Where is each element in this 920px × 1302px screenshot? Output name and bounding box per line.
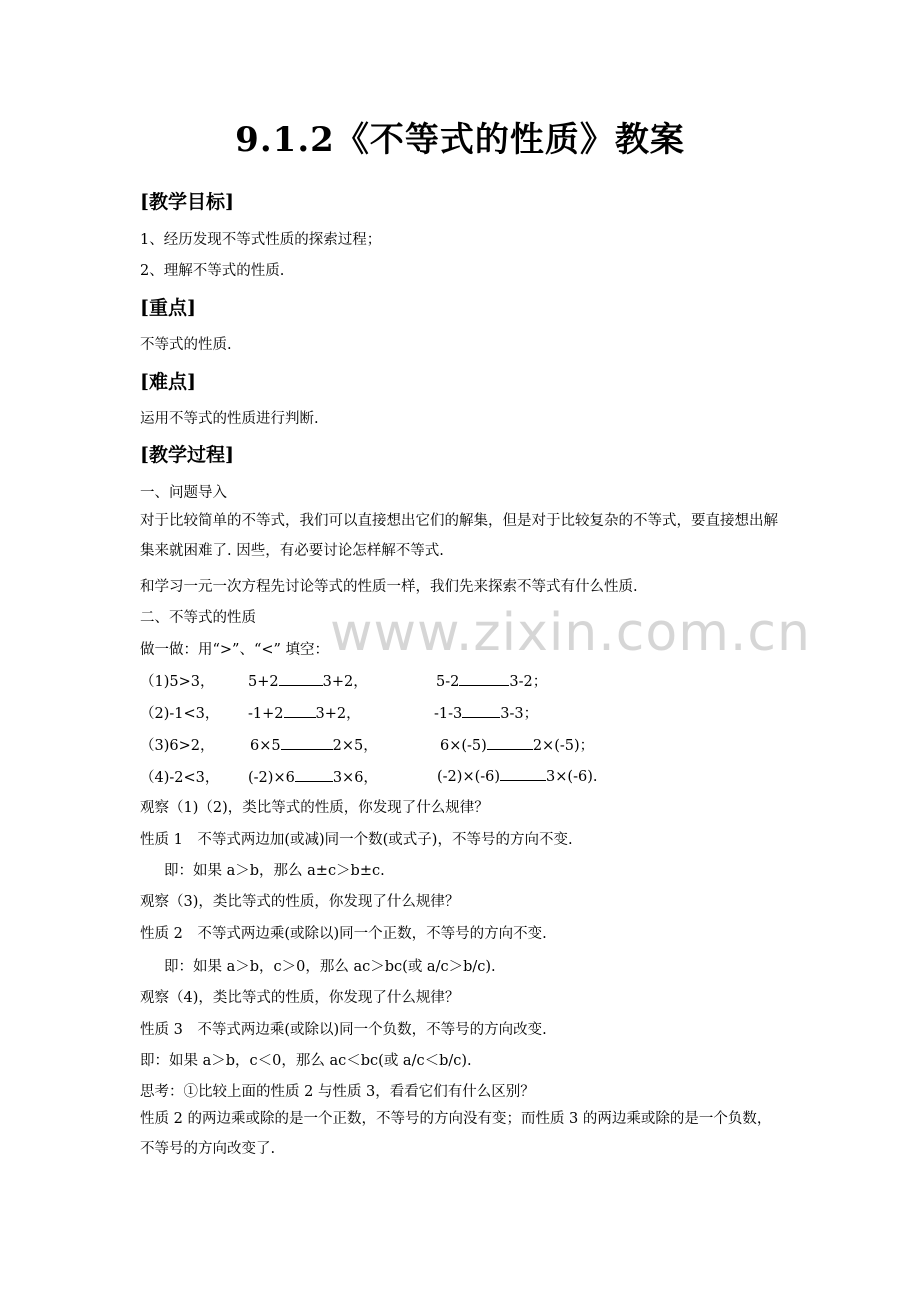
exercise-premise: （3)6>2，: [140, 738, 215, 754]
expr-left: (-2)×6: [248, 770, 295, 786]
fill-blank: [279, 671, 323, 686]
part2-title: 二、不等式的性质: [140, 610, 256, 626]
exercise-row: [140, 734, 820, 754]
expr-left: 6×(-5): [440, 738, 487, 754]
exercise-blank-1: [248, 766, 378, 787]
page-title: 9.1.2《不等式的性质》教案: [235, 120, 685, 160]
fill-blank: [459, 671, 509, 686]
exercise-blank-1: [250, 734, 378, 755]
property-3: 性质 3 不等式两边乘(或除以)同一个负数，不等号的方向改变.: [140, 1022, 547, 1038]
expr-right: 3-2；: [509, 674, 548, 690]
exercise-intro: 做一做：用“>”、“<” 填空：: [140, 642, 330, 658]
exercise-blank-2: [434, 702, 538, 723]
part1-paragraph-2: 和学习一元一次方程先讨论等式的性质一样，我们先来探索不等式有什么性质.: [140, 579, 638, 595]
exercise-blank-2: [440, 734, 594, 755]
property-2: 性质 2 不等式两边乘(或除以)同一个正数，不等号的方向不变.: [140, 926, 547, 942]
fill-blank: [462, 703, 500, 718]
expr-right: 3×(-6).: [546, 769, 598, 785]
expr-right: 3×6，: [332, 770, 378, 786]
expr-left: -1-3: [434, 706, 463, 722]
expr-right: 3-3；: [500, 706, 539, 722]
expr-right: 2×(-5)；: [532, 738, 595, 754]
observation-3: 观察（4)，类比等式的性质，你发现了什么规律？: [140, 990, 460, 1006]
expr-left: -1+2: [248, 706, 284, 722]
objective-item: 2、理解不等式的性质.: [140, 263, 285, 279]
part1-paragraph: 对于比较简单的不等式，我们可以直接想出它们的解集，但是对于比较复杂的不等式，要直接想出解集来就困难了. 因些，有必要讨论怎样解不等式.: [140, 513, 778, 559]
property-1-formula: 即：如果 a＞b，那么 a±c＞b±c.: [164, 863, 385, 879]
observation-1: 观察（1)（2)，类比等式的性质，你发现了什么规律？: [140, 800, 489, 816]
expr-right: 2×5，: [332, 738, 378, 754]
property-2-formula: 即：如果 a＞b，c＞0，那么 ac＞bc(或 a/c＞b/c).: [164, 959, 496, 975]
expr-left: 5+2: [248, 674, 279, 690]
expr-left: 5-2: [436, 674, 460, 690]
fill-blank: [500, 766, 546, 781]
objectives-heading: [教学目标]: [140, 191, 234, 213]
expr-left: 6×5: [250, 738, 281, 754]
exercise-blank-1: [248, 670, 368, 691]
fill-blank: [281, 735, 333, 750]
exercise-blank-2: [437, 766, 597, 785]
part1-title: 一、问题导入: [140, 485, 227, 501]
property-3-formula: 即：如果 a＞b，c＜0，那么 ac＜bc(或 a/c＜b/c).: [140, 1053, 472, 1069]
process-heading: [教学过程]: [140, 444, 234, 466]
exercise-row: [140, 702, 820, 722]
exercise-premise: （1)5>3，: [140, 674, 215, 690]
property-1: 性质 1 不等式两边加(或减)同一个数(或式子)，不等号的方向不变.: [140, 832, 573, 848]
expr-left: (-2)×(-6): [437, 769, 501, 785]
exercise-row: [140, 670, 820, 690]
exercise-row: [140, 766, 820, 786]
key-point-text: 不等式的性质.: [140, 337, 232, 353]
think-answer: 性质 2 的两边乘或除的是一个正数，不等号的方向没有变；而性质 3 的两边乘或除的是一个负数，不等号的方向改变了.: [140, 1111, 772, 1157]
difficulty-heading: [难点]: [140, 371, 196, 393]
exercise-blank-1: [248, 702, 361, 723]
exercise-premise: （4)-2<3，: [140, 770, 220, 786]
expr-right: 3+2，: [322, 674, 368, 690]
difficulty-text: 运用不等式的性质进行判断.: [140, 411, 319, 427]
expr-right: 3+2，: [315, 706, 361, 722]
fill-blank: [284, 703, 316, 718]
fill-blank: [295, 767, 333, 782]
exercise-premise: （2)-1<3，: [140, 706, 220, 722]
watermark: www.zixin.com.cn: [330, 603, 811, 663]
objective-item: 1、经历发现不等式性质的探索过程；: [140, 232, 382, 248]
observation-2: 观察（3)，类比等式的性质，你发现了什么规律？: [140, 894, 460, 910]
fill-blank: [487, 735, 533, 750]
exercise-blank-2: [436, 670, 547, 691]
key-point-heading: [重点]: [140, 297, 196, 319]
think-question: 思考：①比较上面的性质 2 与性质 3，看看它们有什么区别？: [140, 1084, 535, 1100]
